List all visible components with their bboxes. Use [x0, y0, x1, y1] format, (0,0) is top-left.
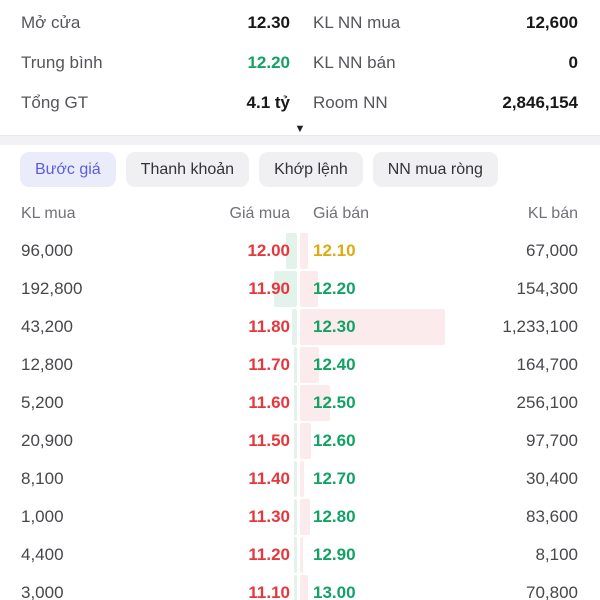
sell-volume-bar	[300, 499, 310, 535]
sell-price-cell[interactable]: 12.30	[313, 317, 356, 336]
buy-price-cell[interactable]: 11.60	[248, 393, 290, 412]
order-book-table	[0, 232, 600, 600]
buy-price-cell[interactable]: 11.90	[248, 279, 290, 298]
foreign-sell-value: 0	[568, 53, 578, 72]
sell-volume-cell: 30,400	[526, 469, 578, 488]
sell-volume-cell: 8,100	[535, 545, 578, 564]
order-book-row[interactable]	[0, 232, 600, 270]
buy-volume-bar	[294, 461, 297, 497]
sell-volume-cell: 97,700	[526, 431, 578, 450]
tab-buoc-gia[interactable]: Bước giá	[20, 152, 116, 187]
sell-volume-cell: 83,600	[526, 507, 578, 526]
buy-volume-cell: 43,200	[21, 317, 73, 336]
buy-price-cell[interactable]: 12.00	[247, 241, 290, 260]
open-price-label: Mở cửa	[21, 13, 81, 32]
buy-price-cell[interactable]: 11.70	[248, 355, 290, 374]
header-gia-mua: Giá mua	[229, 205, 290, 222]
sell-price-cell[interactable]: 12.70	[313, 469, 356, 488]
buy-volume-bar	[292, 309, 297, 345]
sell-price-cell[interactable]: 12.40	[313, 355, 356, 374]
tab-bar	[20, 152, 600, 187]
sell-volume-cell: 70,800	[526, 583, 578, 600]
sell-price-cell[interactable]: 12.60	[313, 431, 356, 450]
tab-nn-mua-rong[interactable]: NN mua ròng	[373, 152, 498, 187]
foreign-buy-value: 12,600	[526, 13, 578, 32]
sell-price-cell[interactable]: 12.90	[313, 545, 356, 564]
header-kl-mua: KL mua	[21, 205, 76, 222]
order-book-row[interactable]	[0, 270, 600, 308]
sell-volume-bar	[300, 233, 308, 269]
summary-row	[0, 83, 600, 123]
order-book-row[interactable]	[0, 536, 600, 574]
order-book-row[interactable]	[0, 384, 600, 422]
tab-khop-lenh[interactable]: Khớp lệnh	[259, 152, 363, 187]
foreign-buy-label: KL NN mua	[313, 13, 401, 32]
tab-thanh-khoan[interactable]: Thanh khoản	[126, 152, 249, 187]
order-book-row[interactable]	[0, 346, 600, 384]
buy-volume-bar	[294, 347, 297, 383]
header-gia-ban: Giá bán	[313, 205, 370, 222]
buy-volume-bar	[294, 575, 297, 600]
average-price-label: Trung bình	[21, 53, 103, 72]
sell-volume-cell: 256,100	[516, 393, 578, 412]
sell-volume-cell: 154,300	[516, 279, 578, 298]
sell-volume-cell: 67,000	[526, 241, 578, 260]
sell-volume-bar	[300, 537, 303, 573]
header-kl-ban: KL bán	[527, 205, 578, 222]
foreign-room-label: Room NN	[313, 93, 388, 112]
order-book-row[interactable]	[0, 422, 600, 460]
buy-volume-cell: 20,900	[21, 431, 73, 450]
buy-volume-cell: 4,400	[21, 545, 64, 564]
sell-price-cell[interactable]: 12.20	[313, 279, 356, 298]
buy-volume-cell: 1,000	[21, 507, 64, 526]
sell-volume-bar	[300, 461, 304, 497]
buy-volume-cell: 12,800	[21, 355, 73, 374]
buy-volume-cell: 5,200	[21, 393, 64, 412]
buy-price-cell[interactable]: 11.80	[248, 317, 290, 336]
order-book-row[interactable]	[0, 308, 600, 346]
summary-row	[0, 3, 600, 43]
buy-volume-bar	[294, 423, 297, 459]
buy-price-cell[interactable]: 11.20	[248, 545, 290, 564]
foreign-room-value: 2,846,154	[502, 93, 578, 112]
average-price-value: 12.20	[247, 53, 290, 72]
order-book-row[interactable]	[0, 574, 600, 600]
buy-price-cell[interactable]: 11.10	[248, 583, 290, 600]
buy-volume-bar	[294, 537, 297, 573]
buy-volume-bar	[294, 499, 297, 535]
sell-volume-bar	[300, 575, 308, 600]
buy-price-cell[interactable]: 11.50	[248, 431, 290, 450]
summary-row	[0, 43, 600, 83]
buy-volume-cell: 3,000	[21, 583, 64, 600]
collapse-row	[0, 123, 600, 135]
sell-volume-cell: 164,700	[516, 355, 578, 374]
buy-volume-cell: 8,100	[21, 469, 64, 488]
sell-price-cell[interactable]: 12.80	[313, 507, 356, 526]
order-book-row[interactable]	[0, 498, 600, 536]
buy-price-cell[interactable]: 11.30	[248, 507, 290, 526]
total-value-label: Tổng GT	[21, 93, 89, 112]
open-price-value: 12.30	[247, 13, 290, 32]
sell-price-cell[interactable]: 12.50	[313, 393, 356, 412]
section-divider	[0, 135, 600, 145]
foreign-sell-label: KL NN bán	[313, 53, 396, 72]
sell-volume-cell: 1,233,100	[502, 317, 578, 336]
sell-price-cell[interactable]: 13.00	[313, 583, 356, 600]
buy-volume-bar	[294, 385, 297, 421]
buy-volume-cell: 96,000	[21, 241, 73, 260]
total-value-value: 4.1 tỷ	[246, 93, 290, 112]
sell-volume-bar	[300, 423, 311, 459]
collapse-arrow-icon[interactable]: ▼	[294, 123, 306, 135]
sell-price-cell[interactable]: 12.10	[313, 241, 356, 260]
buy-volume-cell: 192,800	[21, 279, 83, 298]
order-book-header	[0, 203, 600, 225]
summary-section	[0, 0, 600, 123]
order-book-row[interactable]	[0, 460, 600, 498]
buy-price-cell[interactable]: 11.40	[248, 469, 290, 488]
